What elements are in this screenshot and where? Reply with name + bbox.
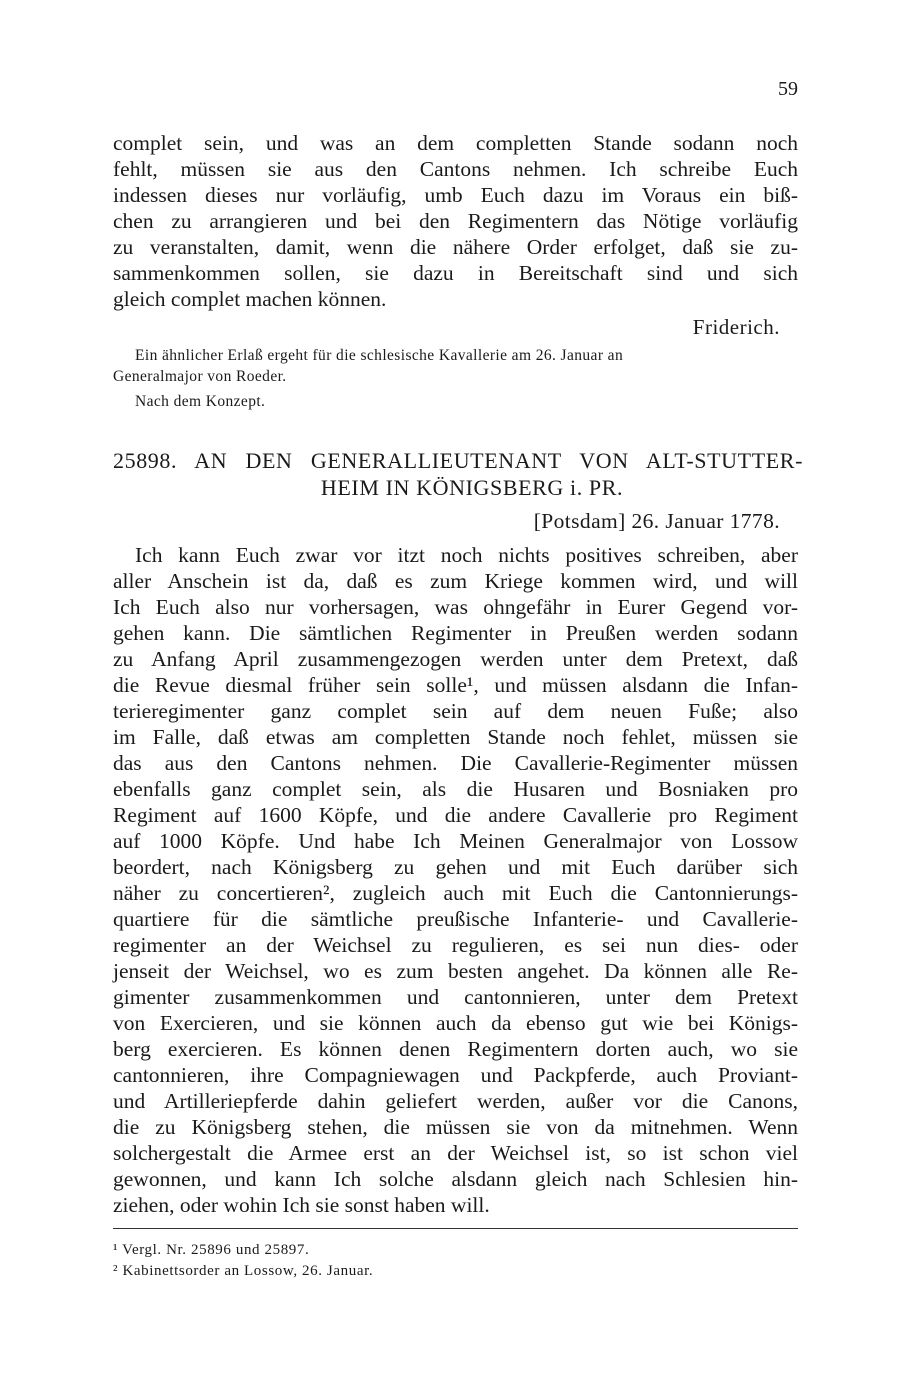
editorial-note: [113, 345, 798, 412]
footnotes: [113, 1240, 798, 1282]
text-line: zu veranstalten, damit, wenn die nähere Order erfolget, daß sie zu-: [113, 235, 798, 259]
continued-paragraph: [113, 130, 798, 312]
text-line: Regiment auf 1600 Köpfe, und die andere Cavallerie pro Regiment: [113, 803, 798, 827]
text-line: berg exercieren. Es können denen Regimentern dorten auch, wo sie: [113, 1037, 798, 1061]
text-line: sammenkommen sollen, sie dazu in Bereitschaft sind und sich: [113, 261, 798, 285]
note-line: Ein ähnlicher Erlaß ergeht für die schlesische Kavallerie am 26. Januar an: [135, 347, 624, 364]
text-line: aller Anschein ist da, daß es zum Kriege kommen wird, und will: [113, 569, 798, 593]
text-line: das aus den Cantons nehmen. Die Cavallerie-Regimenter müssen: [113, 751, 798, 775]
text-line: complet sein, und was an dem completten Stande sodann noch: [113, 131, 798, 155]
text-line: näher zu concertieren², zugleich auch mit Euch die Cantonnierungs-: [113, 881, 798, 905]
text-line: und Artilleriepferde dahin geliefert werden, außer vor die Canons,: [113, 1089, 798, 1113]
text-line: Ich kann Euch zwar vor itzt noch nichts positives schreiben, aber: [135, 543, 798, 567]
heading-line-1: 25898. AN DEN GENERALLIEUTENANT VON ALT-STUTTER-: [113, 448, 803, 473]
text-line: auf 1000 Köpfe. Und habe Ich Meinen Generalmajor von Lossow: [113, 829, 798, 853]
dateline: [Potsdam] 26. Januar 1778.: [533, 509, 780, 533]
letter-body: [113, 542, 798, 1218]
text-line: terieregimenter ganz complet sein auf dem neuen Fuße; also: [113, 699, 798, 723]
text-line: ebenfalls ganz complet sein, als die Husaren und Bosniaken pro: [113, 777, 798, 801]
text-line: gehen kann. Die sämtlichen Regimenter in Preußen werden sodann: [113, 621, 798, 645]
text-line: regimenter an der Weichsel zu regulieren, es sei nun dies- oder: [113, 933, 798, 957]
text-line: cantonnieren, ihre Compagniewagen und Packpferde, auch Proviant-: [113, 1063, 798, 1087]
text-line: indessen dieses nur vorläufig, umb Euch dazu im Voraus ein biß-: [113, 183, 798, 207]
letter-heading: [113, 447, 803, 501]
page-number: 59: [778, 78, 798, 100]
text-line: gewonnen, und kann Ich solche alsdann gleich nach Schlesien hin-: [113, 1167, 798, 1191]
signature: Friderich.: [692, 315, 780, 339]
text-line: Ich Euch also nur vorhersagen, was ohngefähr in Eurer Gegend vor-: [113, 595, 798, 619]
text-line: gimenter zusammenkommen und cantonnieren, unter dem Pretext: [113, 985, 798, 1009]
text-line: im Falle, daß etwas am completten Stande noch fehlet, müssen sie: [113, 725, 798, 749]
text-line: die zu Königsberg stehen, die müssen sie von da mitnehmen. Wenn: [113, 1115, 798, 1139]
heading-line-2: HEIM IN KÖNIGSBERG i. PR.: [320, 475, 624, 500]
footnote: ² Kabinettsorder an Lossow, 26. Januar.: [113, 1263, 374, 1279]
text-line: gleich complet machen können.: [113, 287, 387, 311]
text-line: solchergestalt die Armee erst an der Weichsel ist, so ist schon viel: [113, 1141, 798, 1165]
source-note: Nach dem Konzept.: [135, 393, 266, 410]
text-line: von Exercieren, und sie können auch da ebenso gut wie bei Königs-: [113, 1011, 798, 1035]
text-line: zu Anfang April zusammengezogen werden unter dem Pretext, daß: [113, 647, 798, 671]
note-line: Generalmajor von Roeder.: [113, 368, 287, 385]
text-line: quartiere für die sämtliche preußische Infanterie- und Cavallerie-: [113, 907, 798, 931]
footnote-divider: [113, 1228, 798, 1229]
text-line: beordert, nach Königsberg zu gehen und mit Euch darüber sich: [113, 855, 798, 879]
text-line: fehlt, müssen sie aus den Cantons nehmen. Ich schreibe Euch: [113, 157, 798, 181]
footnote: ¹ Vergl. Nr. 25896 und 25897.: [113, 1242, 310, 1258]
text-line: chen zu arrangieren und bei den Regimentern das Nötige vorläufig: [113, 209, 798, 233]
text-line: ziehen, oder wohin Ich sie sonst haben will.: [113, 1193, 490, 1217]
text-line: jenseit der Weichsel, wo es zum besten angehet. Da können alle Re-: [113, 959, 798, 983]
text-line: die Revue diesmal früher sein solle¹, und müssen alsdann die Infan-: [113, 673, 798, 697]
